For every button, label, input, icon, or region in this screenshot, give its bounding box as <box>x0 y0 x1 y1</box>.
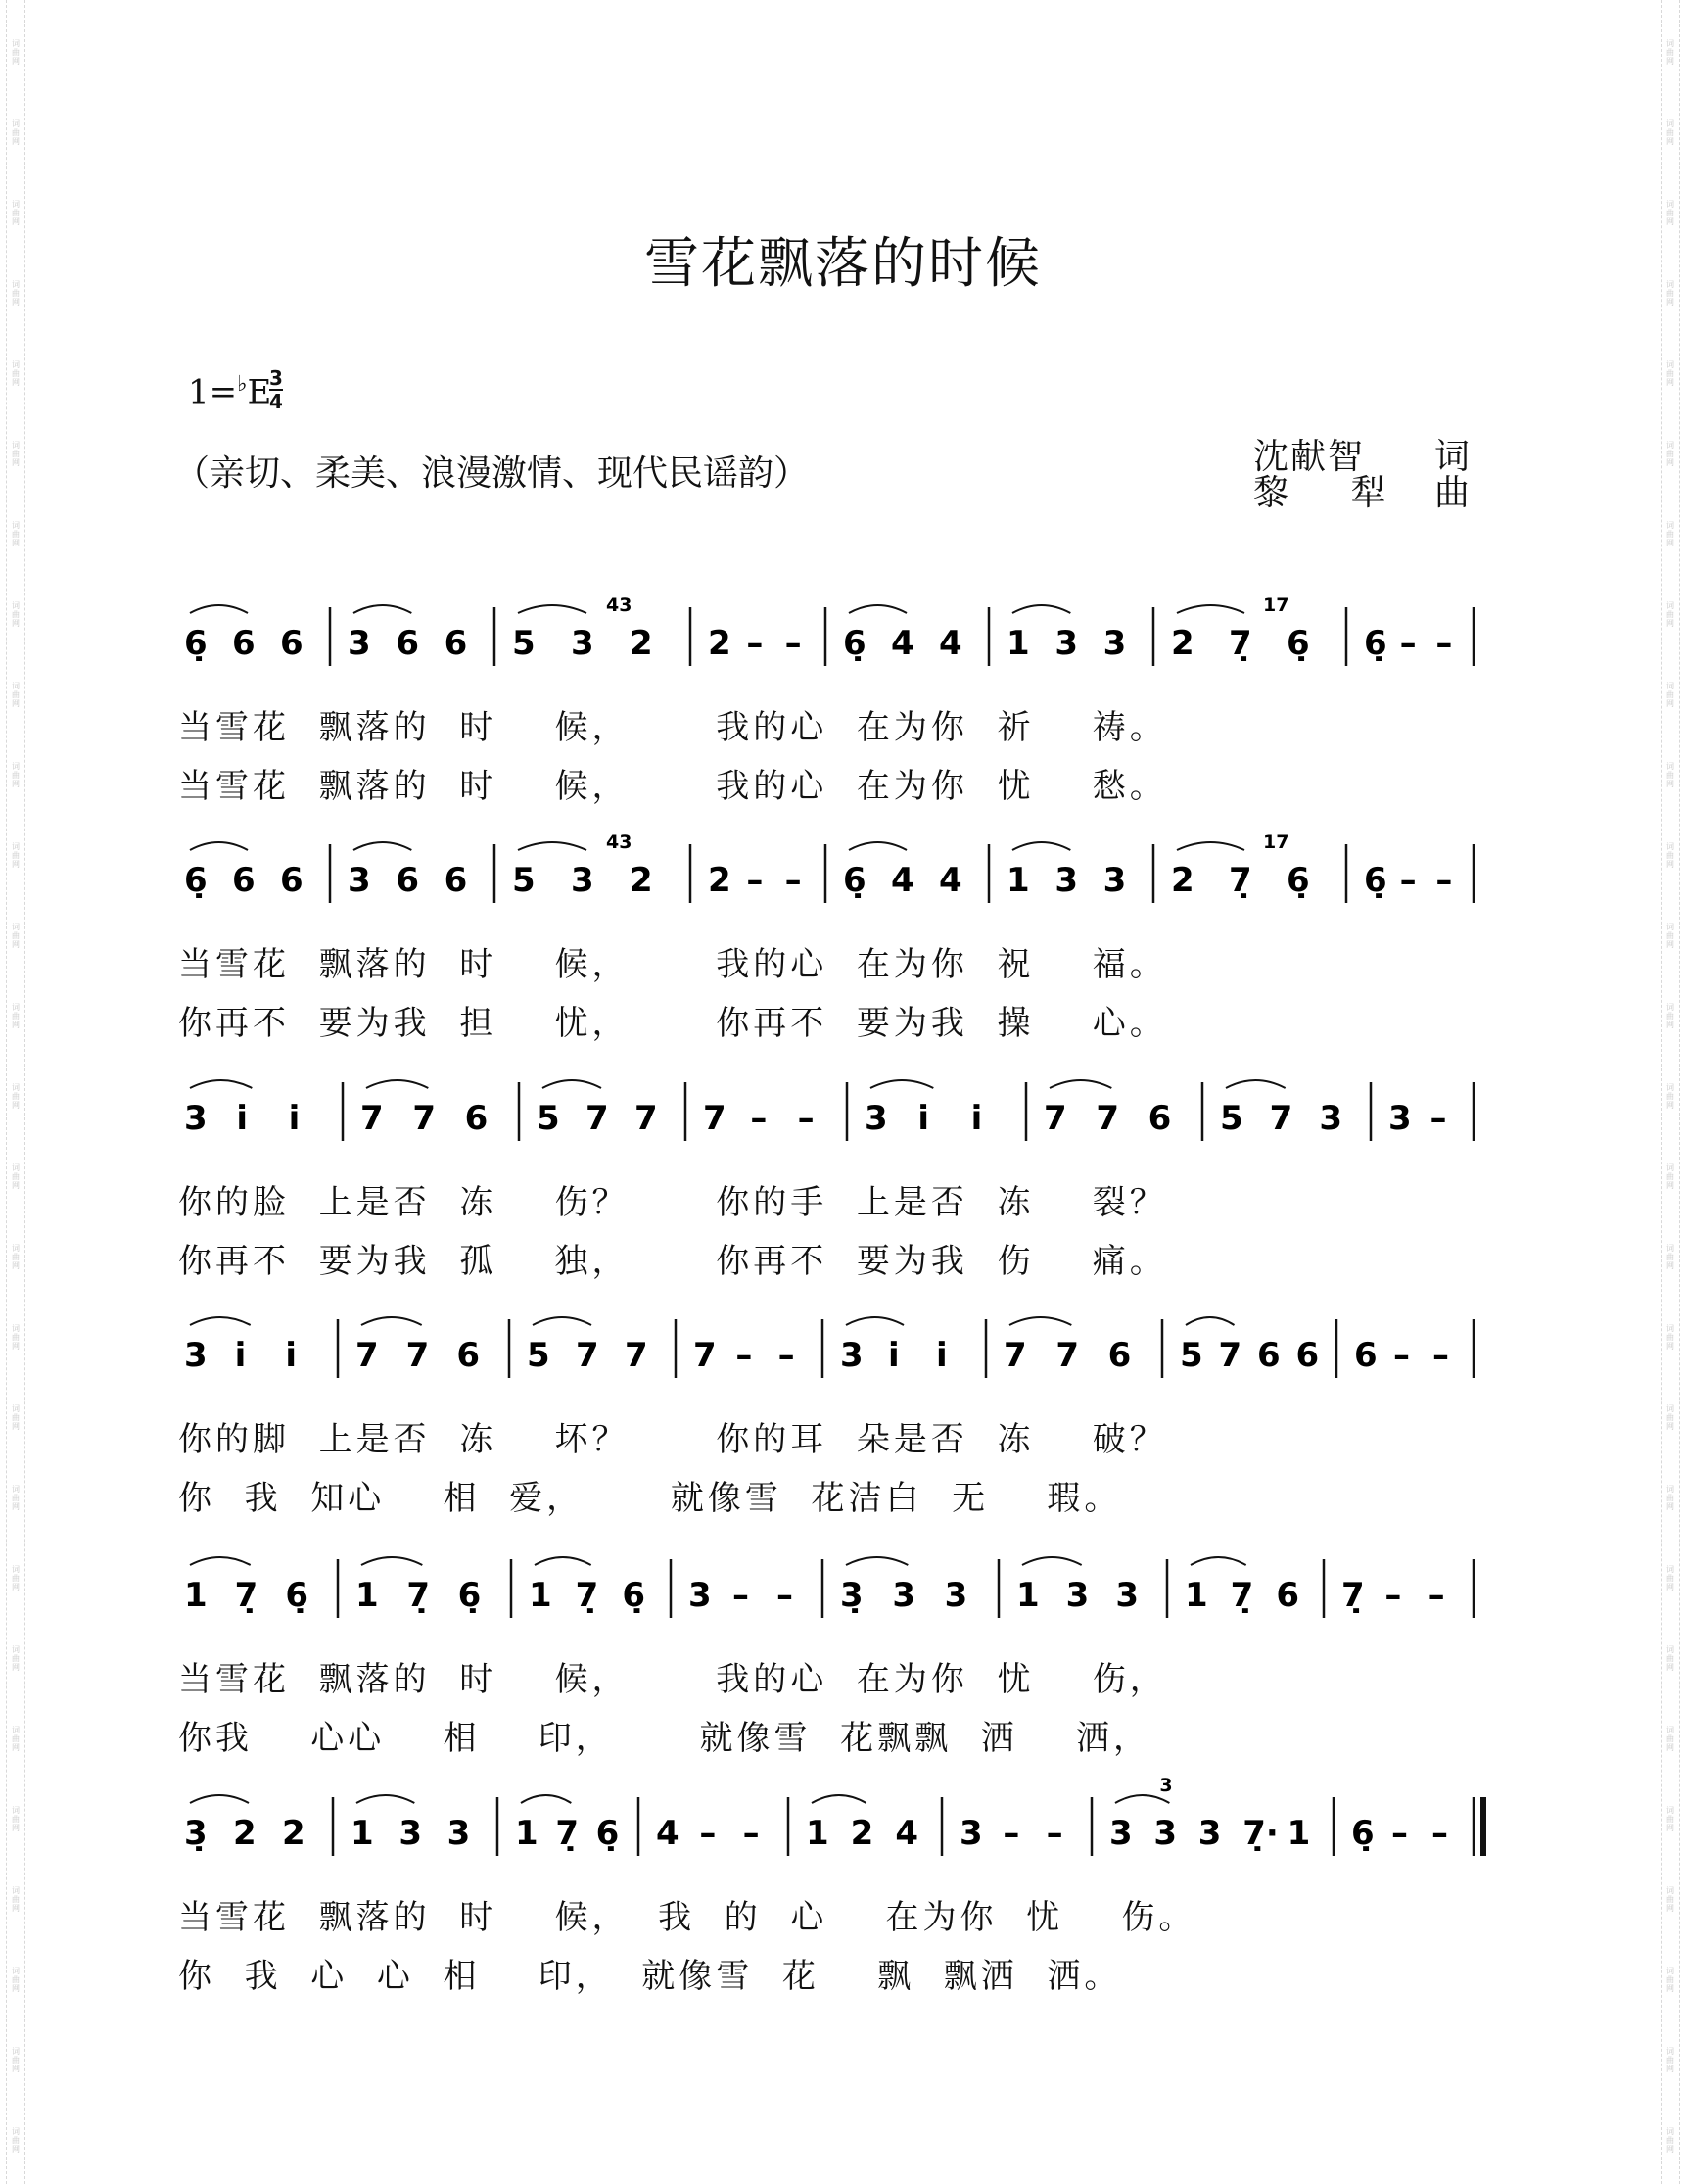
key-signature <box>188 372 271 411</box>
watermark-text: 词 曲 网 <box>12 1163 20 1190</box>
grace-note: 17 <box>1263 831 1289 853</box>
slur <box>1012 842 1070 850</box>
note: 3 <box>1065 1576 1090 1615</box>
watermark-text: 词 曲 网 <box>12 200 20 226</box>
note: 6 <box>280 861 304 900</box>
lyric-line: 当雪花 飘落的 时 候， 我的心 在为你 忧 伤， <box>178 1660 1167 1699</box>
note: 6̣ <box>1364 624 1387 663</box>
note: 4 <box>895 1814 919 1853</box>
lyricist-role: 词 <box>1434 437 1471 477</box>
dash-extension: – <box>732 1576 749 1615</box>
watermark-text: 词 曲 网 <box>1666 360 1674 387</box>
time-signature <box>269 368 283 411</box>
slur <box>542 1080 601 1088</box>
note: 7 <box>1044 1099 1067 1138</box>
watermark-text: 词 曲 网 <box>12 682 20 708</box>
dash-extension: – <box>1391 1814 1408 1853</box>
watermark-text: 词 曲 网 <box>1666 119 1674 146</box>
note: 7 <box>355 1336 379 1375</box>
slur <box>190 605 248 613</box>
note: 6 <box>1107 1336 1132 1375</box>
watermark-text: 词 曲 网 <box>1666 39 1674 66</box>
lyric-line: 你 我 知心 相 爱， 就像雪 花洁白 无 瑕。 <box>178 1479 1122 1518</box>
dash-extension: – <box>746 861 764 900</box>
note: 7 <box>405 1336 430 1375</box>
slur <box>190 1080 252 1088</box>
note: 7 <box>1269 1099 1293 1138</box>
watermark-text: 词 曲 网 <box>12 39 20 66</box>
dash-extension: – <box>1428 1576 1445 1615</box>
watermark-text: 词 曲 网 <box>1666 1565 1674 1591</box>
slur <box>1050 1080 1111 1088</box>
lyric-line: 当雪花 飘落的 时 候， 我的心 在为你 祈 祷。 <box>178 708 1167 747</box>
note: 6 <box>444 624 468 663</box>
composer-name: 黎 犁 <box>1253 473 1412 513</box>
note: 4 <box>891 624 914 663</box>
note: 3 <box>840 1336 864 1375</box>
note: 7 <box>634 1099 658 1138</box>
note: 1 <box>351 1814 374 1853</box>
note: 1 <box>1007 861 1030 900</box>
note: 1 <box>1185 1576 1208 1615</box>
note: 6̣ <box>1364 861 1387 900</box>
note: 2 <box>1171 624 1194 663</box>
note: 7̣ <box>234 1576 258 1615</box>
slur <box>849 842 907 850</box>
watermark-text: 词 曲 网 <box>12 441 20 467</box>
watermark-text: 词 曲 网 <box>12 762 20 788</box>
watermark-text: 词 曲 网 <box>12 923 20 949</box>
note: i̇ <box>234 1336 247 1375</box>
note: 3 <box>960 1814 983 1853</box>
note: 3 <box>1153 1814 1178 1853</box>
note: 7 <box>585 1099 609 1138</box>
note: 7 <box>360 1099 384 1138</box>
slur <box>190 1317 251 1325</box>
note: 7̣· <box>1242 1814 1279 1853</box>
note: 1 <box>1007 624 1030 663</box>
note: 2 <box>282 1814 305 1853</box>
note: 3 <box>348 624 371 663</box>
slur <box>353 842 411 850</box>
slur <box>366 1080 428 1088</box>
slur <box>190 1557 251 1565</box>
watermark-text: 词 曲 网 <box>12 1806 20 1832</box>
note: 1 <box>355 1576 379 1615</box>
note: 6 <box>232 624 256 663</box>
dash-extension: – <box>1046 1814 1063 1853</box>
slur <box>518 605 586 613</box>
note: 6 <box>1257 1336 1281 1375</box>
note: i̇ <box>288 1099 301 1138</box>
note: 1 <box>806 1814 829 1853</box>
dash-extension: – <box>1399 624 1417 663</box>
note: i̇ <box>936 1336 948 1375</box>
note: 3 <box>892 1576 916 1615</box>
composer-role: 曲 <box>1434 473 1471 513</box>
lyric-line: 你 我 心 心 相 印， 就像雪 花 飘 飘洒 洒。 <box>178 1957 1122 1996</box>
note: 6̣ <box>843 861 866 900</box>
note: 3 <box>865 1099 888 1138</box>
note: 7̣ <box>1229 861 1252 900</box>
watermark-text: 词 曲 网 <box>1666 762 1674 788</box>
note: 3 <box>348 861 371 900</box>
note: 2 <box>708 624 731 663</box>
note: 2 <box>630 624 653 663</box>
notation-line <box>0 594 1686 666</box>
note: 5 <box>1220 1099 1243 1138</box>
watermark-text: 词 曲 网 <box>1666 1324 1674 1351</box>
note: 3 <box>446 1814 471 1853</box>
slur <box>1022 1557 1082 1565</box>
note: 6 <box>280 624 304 663</box>
dash-extension: – <box>1435 861 1453 900</box>
key-note: E <box>247 372 272 412</box>
note: 6 <box>1354 1336 1378 1375</box>
slur <box>1186 1317 1235 1325</box>
watermark-text: 词 曲 网 <box>12 1645 20 1672</box>
lyric-line: 你再不 要为我 担 忧， 你再不 要为我 操 心。 <box>178 1004 1167 1043</box>
slur <box>1226 1080 1286 1088</box>
flat-sign: ♭ <box>237 372 248 397</box>
note: 3 <box>1388 1099 1412 1138</box>
dash-extension: – <box>776 1576 793 1615</box>
note: 3 <box>688 1576 712 1615</box>
song-title: 雪花飘落的时候 <box>644 232 1042 296</box>
note: 3 <box>1054 861 1079 900</box>
watermark-text: 词 曲 网 <box>12 601 20 628</box>
grace-note: 43 <box>606 831 632 853</box>
note: 3 <box>1197 1814 1222 1853</box>
slur <box>1177 842 1244 850</box>
notation-line <box>0 1549 1686 1618</box>
watermark-text: 词 曲 网 <box>1666 2127 1674 2154</box>
slur <box>1009 1317 1071 1325</box>
watermark-text: 词 曲 网 <box>12 2127 20 2154</box>
watermark-text: 词 曲 网 <box>12 842 20 869</box>
note: 1 <box>1287 1814 1311 1853</box>
note: 2 <box>850 1814 874 1853</box>
note: 3̣ <box>184 1814 208 1853</box>
note: 6̣ <box>843 624 866 663</box>
note: 3 <box>1109 1814 1133 1853</box>
note: 1 <box>1016 1576 1040 1615</box>
watermark-text: 词 曲 网 <box>12 280 20 307</box>
note: 7 <box>1055 1336 1080 1375</box>
lyric-line: 你的脸 上是否 冻 伤？ 你的手 上是否 冻 裂？ <box>178 1183 1167 1222</box>
watermark-text: 词 曲 网 <box>12 1404 20 1431</box>
slur <box>846 1557 908 1565</box>
watermark-text: 词 曲 网 <box>1666 1886 1674 1913</box>
slur <box>535 1557 591 1565</box>
slur <box>846 1317 904 1325</box>
note: 6 <box>456 1336 481 1375</box>
watermark-text: 词 曲 网 <box>1666 1645 1674 1672</box>
note: 7̣ <box>406 1576 431 1615</box>
note: 6̣ <box>457 1576 482 1615</box>
note: 7 <box>703 1099 726 1138</box>
slur <box>353 605 411 613</box>
note: i̇ <box>285 1336 297 1375</box>
slur <box>190 1795 249 1803</box>
lyric-line: 当雪花 飘落的 时 候， 我的心 在为你 忧 愁。 <box>178 767 1167 806</box>
slur <box>870 1080 933 1088</box>
dash-extension: – <box>746 624 764 663</box>
slur <box>1012 605 1070 613</box>
slur <box>521 1795 571 1803</box>
note: 3 <box>184 1099 208 1138</box>
dash-extension: – <box>784 861 802 900</box>
dash-extension: – <box>797 1099 815 1138</box>
note: 5 <box>527 1336 550 1375</box>
grace-note: 17 <box>1263 594 1289 616</box>
watermark-text: 词 曲 网 <box>12 360 20 387</box>
notation-line <box>0 1072 1686 1141</box>
note: 4 <box>939 861 962 900</box>
watermark-text: 词 曲 网 <box>1666 1485 1674 1511</box>
watermark-text: 词 曲 网 <box>1666 1003 1674 1029</box>
dash-extension: – <box>784 624 802 663</box>
note: 5 <box>537 1099 560 1138</box>
note: 7̣ <box>575 1576 599 1615</box>
dash-extension: – <box>1384 1576 1402 1615</box>
dash-extension: – <box>1399 861 1417 900</box>
note: 6 <box>396 624 420 663</box>
notation-line <box>0 831 1686 903</box>
note: 3 <box>571 624 594 663</box>
style-marking: （亲切、柔美、浪漫激情、现代民谣韵） <box>174 453 810 494</box>
note: 1 <box>515 1814 539 1853</box>
slur <box>356 1795 414 1803</box>
slur <box>361 1317 422 1325</box>
watermark-text: 词 曲 网 <box>12 1565 20 1591</box>
watermark-text: 词 曲 网 <box>12 2047 20 2073</box>
watermark-text: 词 曲 网 <box>1666 1083 1674 1110</box>
dash-extension: – <box>1429 1099 1447 1138</box>
slur <box>1191 1557 1246 1565</box>
watermark-text: 词 曲 网 <box>12 1003 20 1029</box>
note: 7̣ <box>555 1814 580 1853</box>
watermark-text: 词 曲 网 <box>1666 601 1674 628</box>
notation-line <box>0 1309 1686 1378</box>
notation-line <box>0 1775 1686 1856</box>
dash-extension: – <box>699 1814 717 1853</box>
grace-note: 43 <box>606 594 632 616</box>
note: 7 <box>576 1336 599 1375</box>
slur <box>812 1795 866 1803</box>
note: 6 <box>1147 1099 1172 1138</box>
note: 6̣ <box>1287 861 1310 900</box>
note: 1 <box>184 1576 208 1615</box>
note: 2 <box>708 861 731 900</box>
watermark-text: 词 曲 网 <box>1666 2047 1674 2073</box>
slur <box>533 1317 591 1325</box>
dash-extension: – <box>1393 1336 1410 1375</box>
note: 6̣ <box>184 861 208 900</box>
watermark-text: 词 曲 网 <box>12 1324 20 1351</box>
dash-extension: – <box>1431 1814 1448 1853</box>
note: 3 <box>1102 861 1127 900</box>
time-numerator: 3 <box>269 366 283 390</box>
note: i̇ <box>917 1099 929 1138</box>
watermark-text: 词 曲 网 <box>12 1485 20 1511</box>
note: 5 <box>512 624 536 663</box>
note: 4 <box>656 1814 679 1853</box>
note: 6 <box>232 861 256 900</box>
note: 2 <box>1171 861 1194 900</box>
note: 6̣ <box>622 1576 646 1615</box>
note: i̇ <box>236 1099 248 1138</box>
slur <box>1177 605 1244 613</box>
note: 6̣ <box>595 1814 620 1853</box>
watermark-text: 词 曲 网 <box>12 1967 20 1993</box>
note: 6 <box>1276 1576 1300 1615</box>
watermark-text: 词 曲 网 <box>1666 1163 1674 1190</box>
watermark-text: 词 曲 网 <box>12 119 20 146</box>
note: 6̣ <box>285 1576 309 1615</box>
note: 3 <box>398 1814 423 1853</box>
watermark-text: 词 曲 网 <box>12 1083 20 1110</box>
note: 6 <box>1295 1336 1320 1375</box>
slur <box>849 605 907 613</box>
watermark-text: 词 曲 网 <box>1666 1967 1674 1993</box>
note: 3 <box>1054 624 1079 663</box>
note: 6 <box>396 861 420 900</box>
lyric-line: 你再不 要为我 孤 独， 你再不 要为我 伤 痛。 <box>178 1242 1167 1281</box>
note: 3 <box>1102 624 1127 663</box>
watermark-text: 词 曲 网 <box>1666 1404 1674 1431</box>
note: i̇ <box>970 1099 983 1138</box>
note: 3 <box>944 1576 968 1615</box>
watermark-text: 词 曲 网 <box>12 521 20 547</box>
watermark-text: 词 曲 网 <box>1666 441 1674 467</box>
lyric-line: 当雪花 飘落的 时 候， 我 的 心 在为你 忧 伤。 <box>178 1898 1196 1937</box>
watermark-text: 词 曲 网 <box>1666 200 1674 226</box>
note: 3 <box>184 1336 208 1375</box>
lyric-line: 你我 心心 相 印， 就像雪 花飘飘 洒 洒， <box>178 1719 1150 1758</box>
watermark-text: 词 曲 网 <box>1666 842 1674 869</box>
watermark-text: 词 曲 网 <box>1666 923 1674 949</box>
dash-extension: – <box>750 1099 768 1138</box>
watermark-text: 词 曲 网 <box>1666 682 1674 708</box>
time-denominator: 4 <box>269 390 283 413</box>
slur <box>518 842 586 850</box>
note: 6̣ <box>1287 624 1310 663</box>
slur <box>361 1557 422 1565</box>
note: 7 <box>412 1099 437 1138</box>
note: 5 <box>1180 1336 1203 1375</box>
note: 3 <box>1319 1099 1343 1138</box>
dash-extension: – <box>735 1336 753 1375</box>
watermark-text: 词 曲 网 <box>12 1726 20 1752</box>
note: 7 <box>1218 1336 1242 1375</box>
key-prefix: 1= <box>188 372 238 412</box>
note: 6 <box>464 1099 489 1138</box>
dash-extension: – <box>777 1336 795 1375</box>
slur <box>190 842 248 850</box>
watermark-text: 词 曲 网 <box>1666 521 1674 547</box>
slur <box>1115 1795 1169 1803</box>
watermark-text: 词 曲 网 <box>1666 1244 1674 1270</box>
triplet-marker: 3 <box>1159 1775 1173 1796</box>
note: 7̣ <box>1229 624 1252 663</box>
note: 1 <box>529 1576 552 1615</box>
watermark-text: 词 曲 网 <box>12 1886 20 1913</box>
note: 6̣ <box>184 624 208 663</box>
dash-extension: – <box>1435 624 1453 663</box>
note: 7 <box>1004 1336 1027 1375</box>
lyric-line: 当雪花 飘落的 时 候， 我的心 在为你 祝 福。 <box>178 945 1167 984</box>
watermark-text: 词 曲 网 <box>12 1244 20 1270</box>
lyricist-name: 沈献智 <box>1253 437 1366 477</box>
watermark-text: 词 曲 网 <box>1666 1726 1674 1752</box>
note: 6̣ <box>1351 1814 1375 1853</box>
note: 7 <box>625 1336 648 1375</box>
note: 3 <box>571 861 594 900</box>
watermark-text: 词 曲 网 <box>1666 1806 1674 1832</box>
note: 7̣ <box>1341 1576 1365 1615</box>
note: 2 <box>233 1814 257 1853</box>
note: 5 <box>512 861 536 900</box>
dash-extension: – <box>1003 1814 1020 1853</box>
dash-extension: – <box>1432 1336 1449 1375</box>
note: i̇ <box>888 1336 900 1375</box>
note: 3 <box>1115 1576 1140 1615</box>
note: 6 <box>444 861 468 900</box>
note: 4 <box>939 624 962 663</box>
note: 3̣ <box>840 1576 864 1615</box>
note: 2 <box>630 861 653 900</box>
note: 7 <box>1096 1099 1120 1138</box>
dash-extension: – <box>742 1814 760 1853</box>
lyric-line: 你的脚 上是否 冻 坏？ 你的耳 朵是否 冻 破？ <box>178 1420 1167 1459</box>
note: 7̣ <box>1230 1576 1254 1615</box>
watermark-text: 词 曲 网 <box>1666 280 1674 307</box>
note: 4 <box>891 861 914 900</box>
note: 7 <box>693 1336 717 1375</box>
